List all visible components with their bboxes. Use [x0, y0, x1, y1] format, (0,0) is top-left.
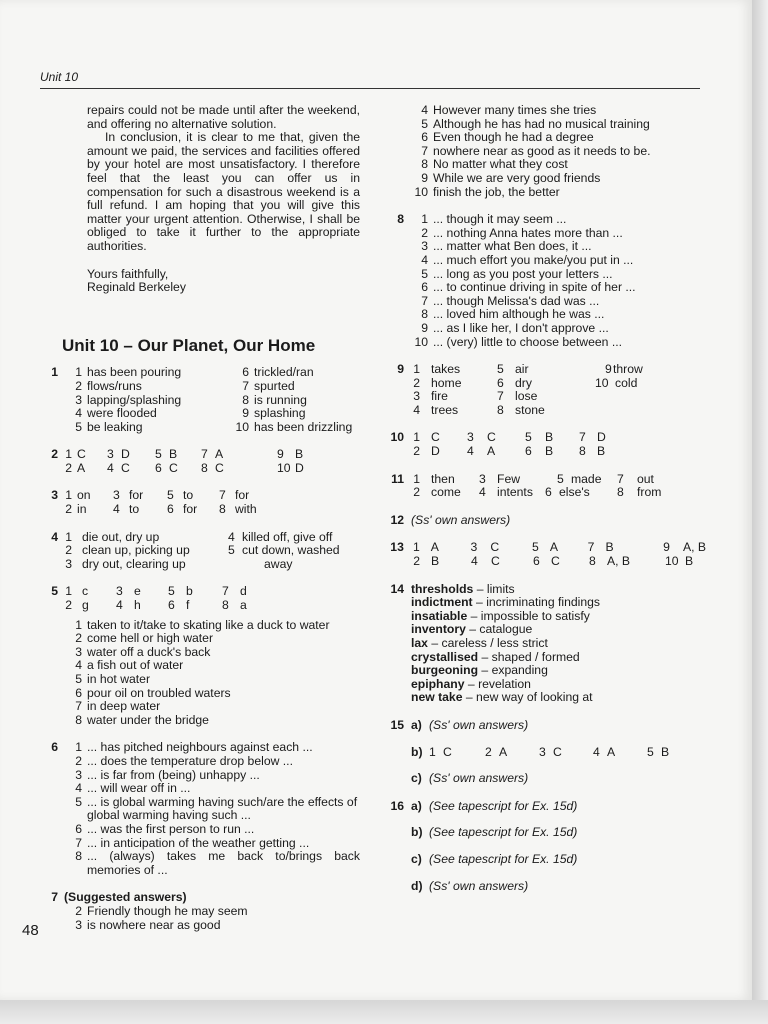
right-column	[386, 104, 706, 893]
exercise-8: 8 1 ... though it may seem ... 2 ... nothing Anna hates more than ... 3 ... matter what Ben does, it ... 4 ... much effort you make/you put in ... 5 ... long as you post your letters ... 6 ... to continue driving in spite of her ... 7 ... though Melissa's dad was ... 8 ... loved him although he was ... 9 ... as I like her, I don't approve ... 10 ... (very) little to choose between ...	[397, 212, 636, 349]
exercise-16: 16 a) (See tapescript for Ex. 15d) b) (See tapescript for Ex. 15d) c) (See tapescript for Ex. 15d) d) (Ss' own answers)	[390, 798, 578, 893]
page-edge-shadow	[752, 0, 768, 1024]
letter-paragraph: In conclusion, it is clear to me that, given the amount we paid, the services and facilities offered by your hotel are most unsatisfactory. I therefore feel that the least you can offer us in compensation for such a disastrous weekend is a full refund. I am hoping that you will give this matter your urgent attention. Otherwise, I shall be obliged to take it further to the appropriate authorities.	[87, 130, 360, 253]
exercise-11: 11 1 then 3 Few 5 made 7 out 2 come 4 intents 6 else's 8 from	[391, 471, 662, 500]
exercise-13: 13 1 A 3 C 5 A 7 B 9 A, B 2 B 4 C 6 C 8 A, B 10 B	[390, 540, 706, 569]
exercise-10: 10 1 C 3 C 5 B 7 D 2 D 4 A 6 B 8 B	[390, 430, 606, 459]
exercise-9: 9 1 takes 5 air 9 throw 2 home 6 dry 10 cold 3 fire 7 lose 4 trees 8 stone	[397, 362, 643, 417]
exercise-4: 4 1 die out, dry up 4 killed off, give off 2 clean up, picking up 5 cut down, washed 3 dry out, clearing up away	[51, 529, 340, 571]
letter-closing: Yours faithfully,	[87, 266, 169, 281]
letter-signature: Reginald Berkeley	[87, 280, 186, 295]
exercise-3: 3 1 on 3 for 5 to 7 for 2 in 4 to 6 for 8 with	[51, 488, 257, 517]
exercise-14: 14 thresholds – limits indictment – incriminating findings insatiable – impossible to satisfy inventory – catalogue lax – careless / less strict crystallised – shaped / formed burgeoning – expanding epiphany – revelation new take – new way of looking at	[390, 581, 600, 705]
letter-signoff	[40, 268, 360, 295]
page-number: 48	[22, 922, 39, 939]
exercise-7-continued: 4 However many times she tries 5 Although he has had no musical training 6 Even though he had a degree 7 nowhere near as good as it needs to be. 8 No matter what they cost 9 While we are very good friends 10 finish the job, the better	[414, 103, 651, 199]
exercise-12: 12 (Ss' own answers)	[390, 512, 511, 527]
exercise-15: 15 a) (Ss' own answers) b) 1 C 2 A 3 C 4 A 5 B c) (Ss' own answers)	[390, 717, 670, 786]
exercise-5: 5 1 c 3 e 5 b 7 d 2 g 4 h 6 f 8 a 1 taken to it/take to skating like a duck to water 2 come hell or high water 3 water off a duck's back 4 a fish out of water 5 in hot water 6 pour oil on troubled waters 7 in deep water 8 water under the bridge	[51, 584, 330, 727]
left-column	[40, 104, 360, 932]
exercise-number: 1	[51, 365, 58, 380]
running-header: Unit 10	[40, 70, 79, 84]
page-bottom-shadow	[0, 1000, 768, 1024]
exercise-6: 6 1 ... has pitched neighbours against each ... 2 ... does the temperature drop below ... 3 ... is far from (being) unhappy ... 4 ... will wear off in ... 5 ... is global warming having such/are the effects of global warming having such ... 6 ... was the first person to run ... 7 ... in anticipation of the weather getting ... 8 ... (always) takes me back to/brings back memories of ...	[51, 740, 360, 877]
header-rule	[40, 88, 700, 89]
letter-paragraph: repairs could not be made until after the weekend, and offering no alternative solution.	[87, 103, 360, 131]
exercise-2: 2 1 C 3 D 5 B 7 A 9 B 2 A 4 C 6 C 8 C 10 D	[51, 447, 304, 475]
unit-title: Unit 10 – Our Planet, Our Home	[62, 335, 316, 355]
exercise-7: 7 (Suggested answers) 2 Friendly though he may seem 3 is nowhere near as good	[51, 890, 248, 932]
exercise-1: 1 1 has been pouring 6 trickled/ran 2 flows/runs 7 spurted 3 lapping/splashing 8 is running 4 were flooded 9 splashing 5 be leaking 10 has been drizzling	[40, 366, 360, 434]
